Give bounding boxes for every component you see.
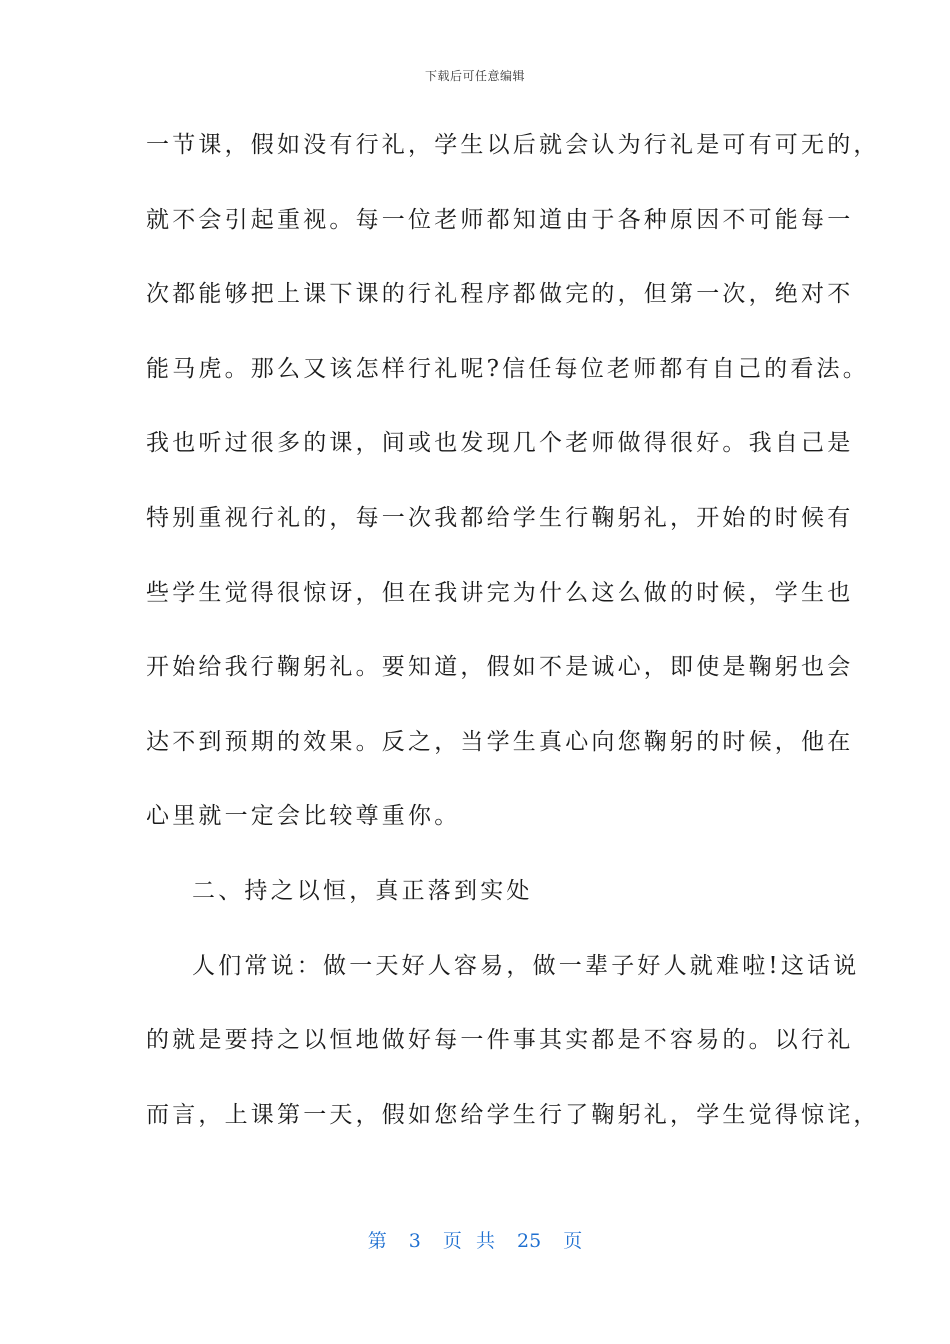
text-line: 我也听过很多的课，间或也发现几个老师做得很好。我自己是 <box>146 430 854 457</box>
total-pages-number: 25 <box>517 1230 542 1252</box>
text-line: 次都能够把上课下课的行礼程序都做完的，但第一次，绝对不 <box>146 281 854 308</box>
text-line: 而言，上课第一天，假如您给学生行了鞠躬礼，学生觉得惊诧， <box>146 1101 880 1128</box>
text-line: 就不会引起重视。每一位老师都知道由于各种原因不可能每一 <box>146 206 854 233</box>
footer-suffix: 页 <box>563 1230 583 1252</box>
text-line: 些学生觉得很惊讶，但在我讲完为什么这么做的时候，学生也 <box>146 579 854 606</box>
section-heading: 二、持之以恒，真正落到实处 <box>192 877 533 904</box>
page-header: 下载后可任意编辑 <box>424 69 525 83</box>
text-line: 能马虎。那么又该怎样行礼呢?信任每位老师都有自己的看法。 <box>146 355 869 382</box>
footer-prefix: 第 <box>367 1230 387 1252</box>
document-body <box>146 122 880 1166</box>
text-line: 的就是要持之以恒地做好每一件事其实都是不容易的。以行礼 <box>146 1027 854 1054</box>
text-line: 达不到预期的效果。反之，当学生真心向您鞠躬的时候，他在 <box>146 728 854 755</box>
text-line: 开始给我行鞠躬礼。要知道，假如不是诚心，即使是鞠躬也会 <box>146 654 854 681</box>
footer-middle: 页 共 <box>442 1230 495 1252</box>
text-line: 人们常说：做一天好人容易，做一辈子好人就难啦!这话说 <box>192 952 860 979</box>
text-line: 心里就一定会比较尊重你。 <box>146 803 461 830</box>
current-page-number: 3 <box>408 1230 421 1252</box>
page-number-footer <box>0 1226 950 1253</box>
text-line: 一节课，假如没有行礼，学生以后就会认为行礼是可有可无的， <box>146 132 880 158</box>
text-line: 特别重视行礼的，每一次我都给学生行鞠躬礼，开始的时候有 <box>146 504 854 531</box>
